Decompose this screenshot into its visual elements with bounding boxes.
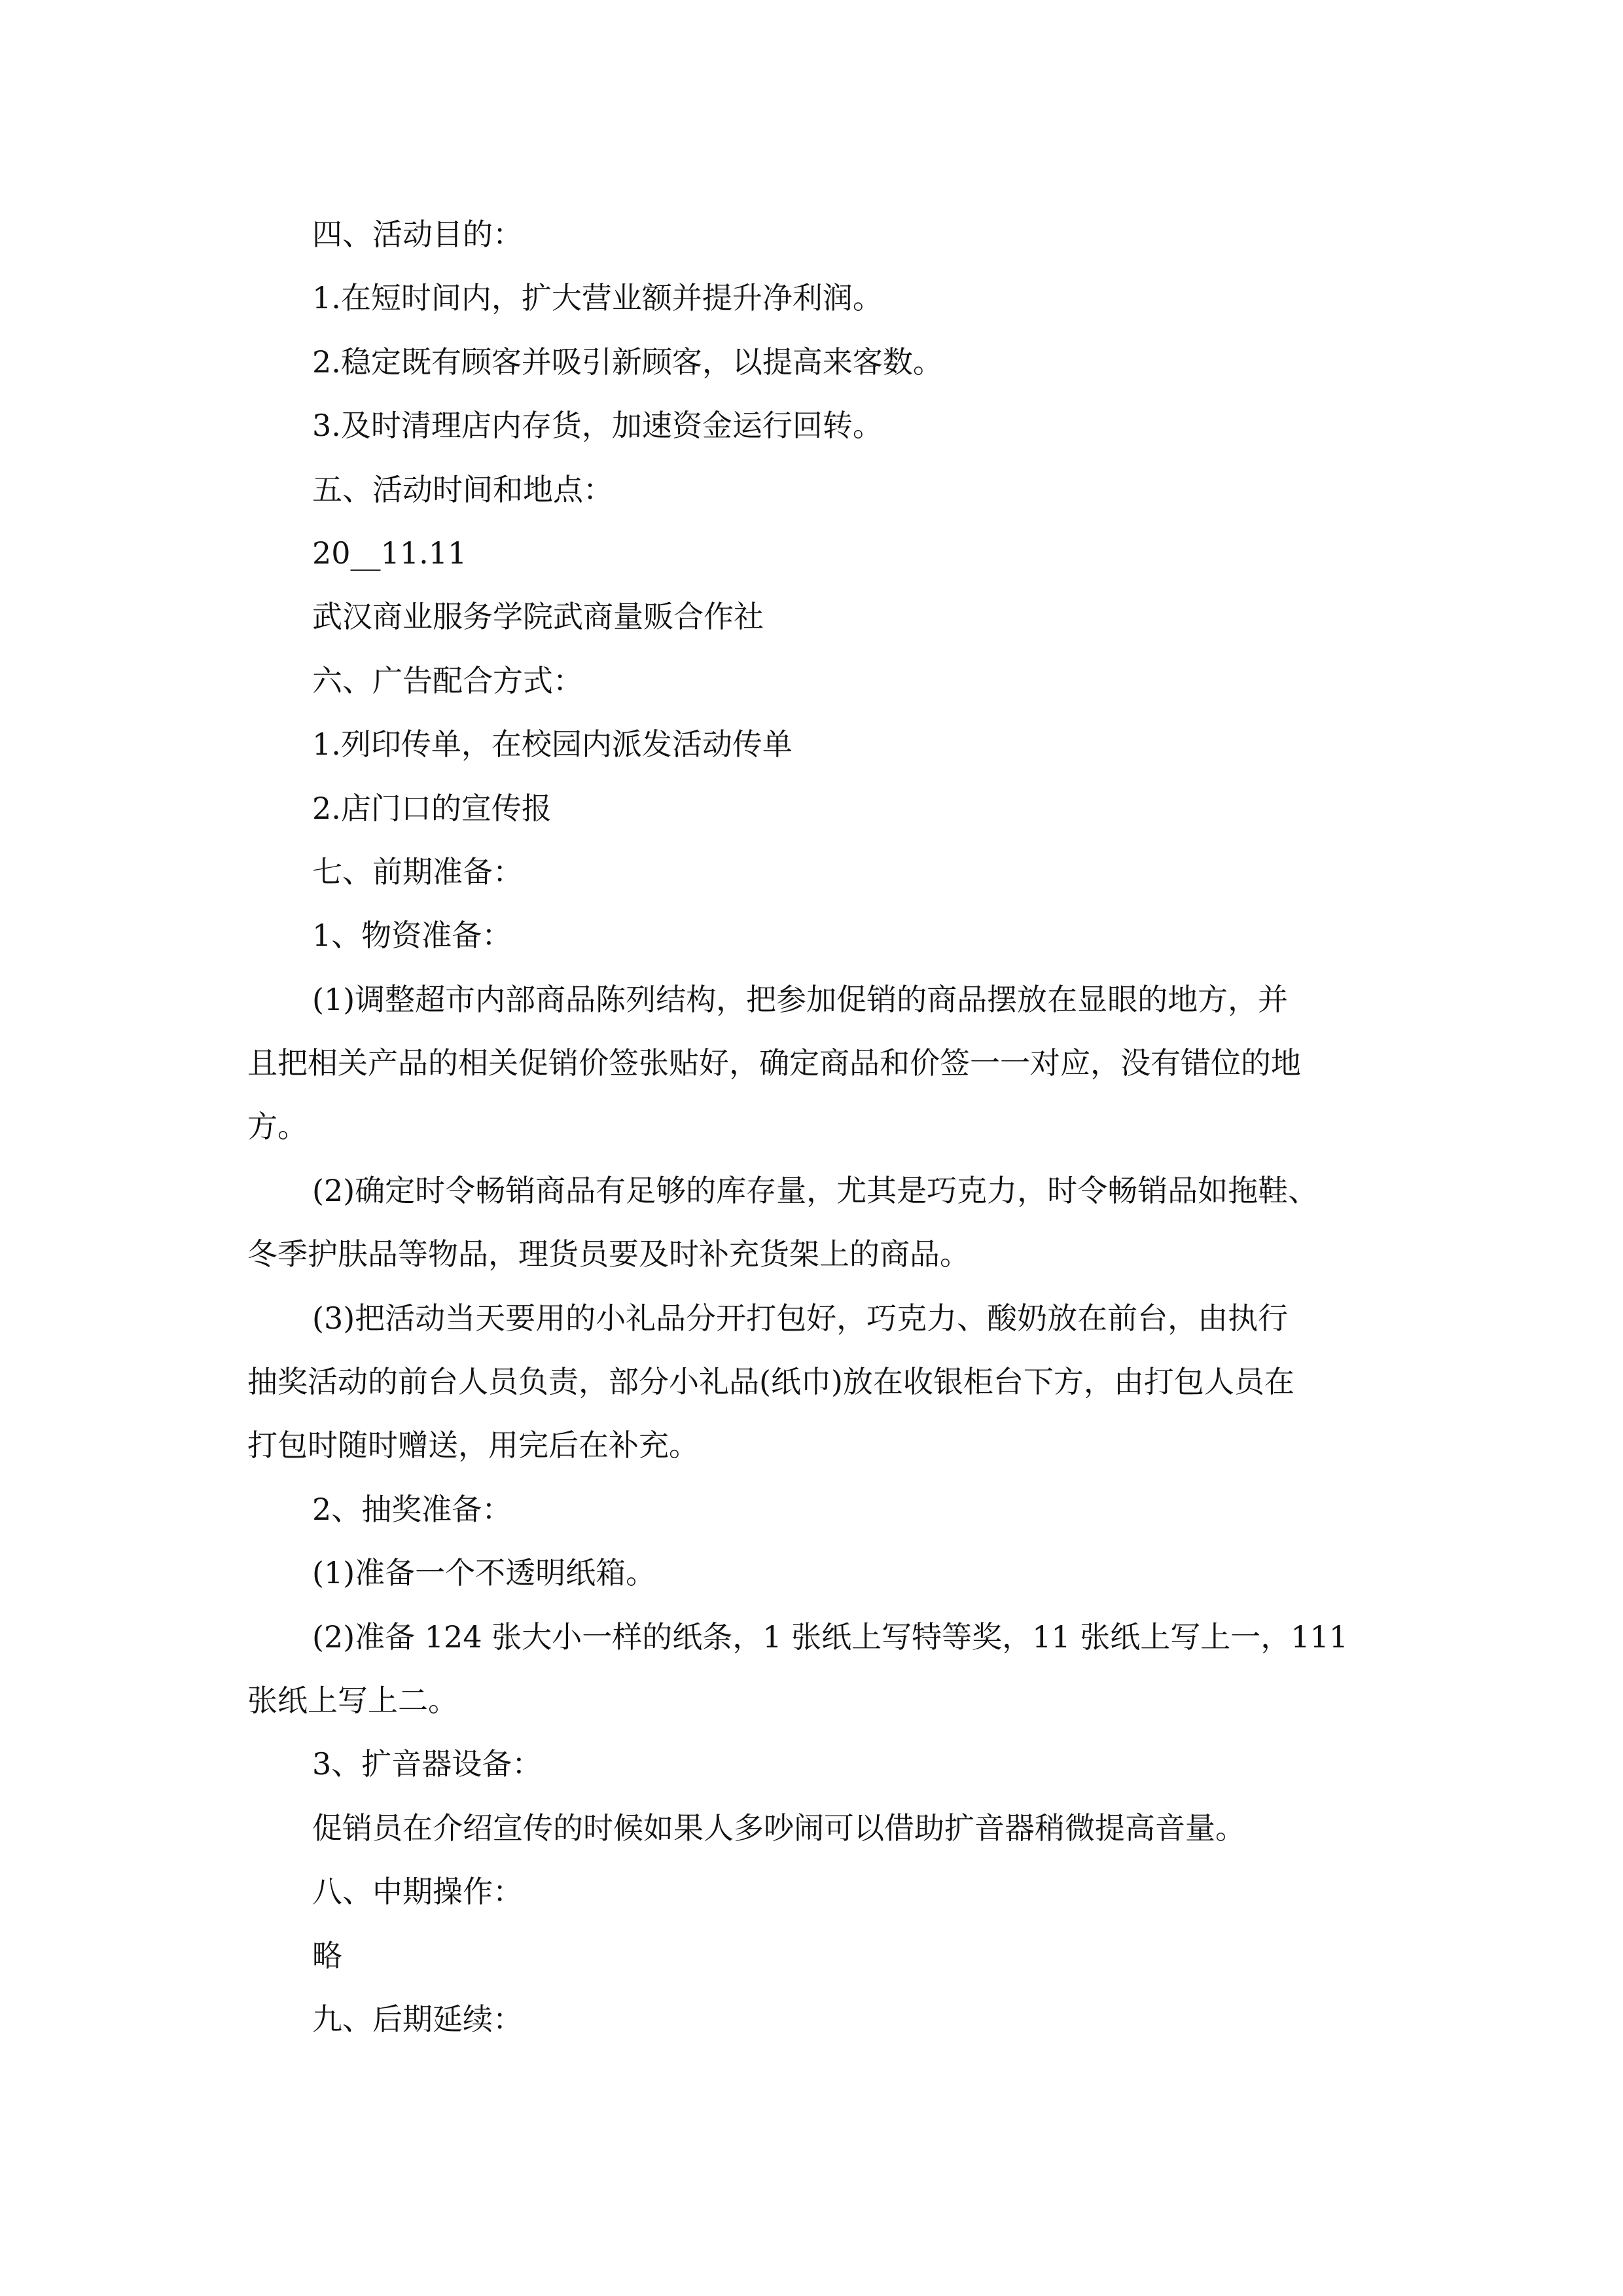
heading-time-and-place: 五、活动时间和地点： xyxy=(312,471,613,507)
paragraph-line: 20__11.11 xyxy=(312,535,467,571)
heading-follow-up: 九、后期延续： xyxy=(312,2001,523,2037)
subheading-materials: 1、物资准备： xyxy=(312,918,512,954)
paragraph-line: 2.稳定既有顾客并吸引新顾客，以提高来客数。 xyxy=(312,344,943,380)
paragraph-line: 张纸上写上二。 xyxy=(247,1682,458,1718)
document-body xyxy=(247,203,1377,2051)
paragraph-line: 抽奖活动的前台人员负责，部分小礼品(纸巾)放在收银柜台下方，由打包人员在 xyxy=(247,1364,1294,1400)
paragraph-line: 打包时随时赠送，用完后在补充。 xyxy=(247,1427,699,1463)
paragraph-line: 且把相关产品的相关促销价签张贴好，确定商品和价签一一对应，没有错位的地 xyxy=(247,1045,1301,1081)
heading-advertising: 六、广告配合方式： xyxy=(312,662,583,698)
paragraph-line: 方。 xyxy=(247,1109,308,1145)
heading-activity-purpose: 四、活动目的： xyxy=(312,217,523,252)
subheading-amplifier: 3、扩音器设备： xyxy=(312,1746,543,1782)
paragraph-line: 3.及时清理店内存货，加速资金运行回转。 xyxy=(312,408,883,444)
paragraph-line: (2)确定时令畅销商品有足够的库存量，尤其是巧克力，时令畅销品如拖鞋、 xyxy=(312,1172,1319,1208)
paragraph-line: (3)把活动当天要用的小礼品分开打包好，巧克力、酸奶放在前台，由执行 xyxy=(312,1300,1289,1336)
paragraph-line: 武汉商业服务学院武商量贩合作社 xyxy=(312,599,764,635)
heading-mid-term: 八、中期操作： xyxy=(312,1874,523,1910)
paragraph-line: (1)准备一个不透明纸箱。 xyxy=(312,1555,656,1591)
paragraph-line: 1.列印传单，在校园内派发活动传单 xyxy=(312,726,793,762)
paragraph-line: (2)准备 124 张大小一样的纸条，1 张纸上写特等奖，11 张纸上写上一，111 xyxy=(312,1619,1349,1655)
paragraph-line: (1)调整超市内部商品陈列结构，把参加促销的商品摆放在显眼的地方，并 xyxy=(312,981,1289,1017)
heading-preparation: 七、前期准备： xyxy=(312,853,523,889)
paragraph-line: 冬季护肤品等物品，理货员要及时补充货架上的商品。 xyxy=(247,1236,970,1272)
paragraph-line: 略 xyxy=(312,1937,342,1973)
paragraph-line: 1.在短时间内，扩大营业额并提升净利润。 xyxy=(312,280,883,316)
subheading-lottery: 2、抽奖准备： xyxy=(312,1491,512,1527)
paragraph-line: 2.店门口的宣传报 xyxy=(312,790,552,826)
paragraph-line: 促销员在介绍宣传的时候如果人多吵闹可以借助扩音器稍微提高音量。 xyxy=(312,1810,1245,1846)
